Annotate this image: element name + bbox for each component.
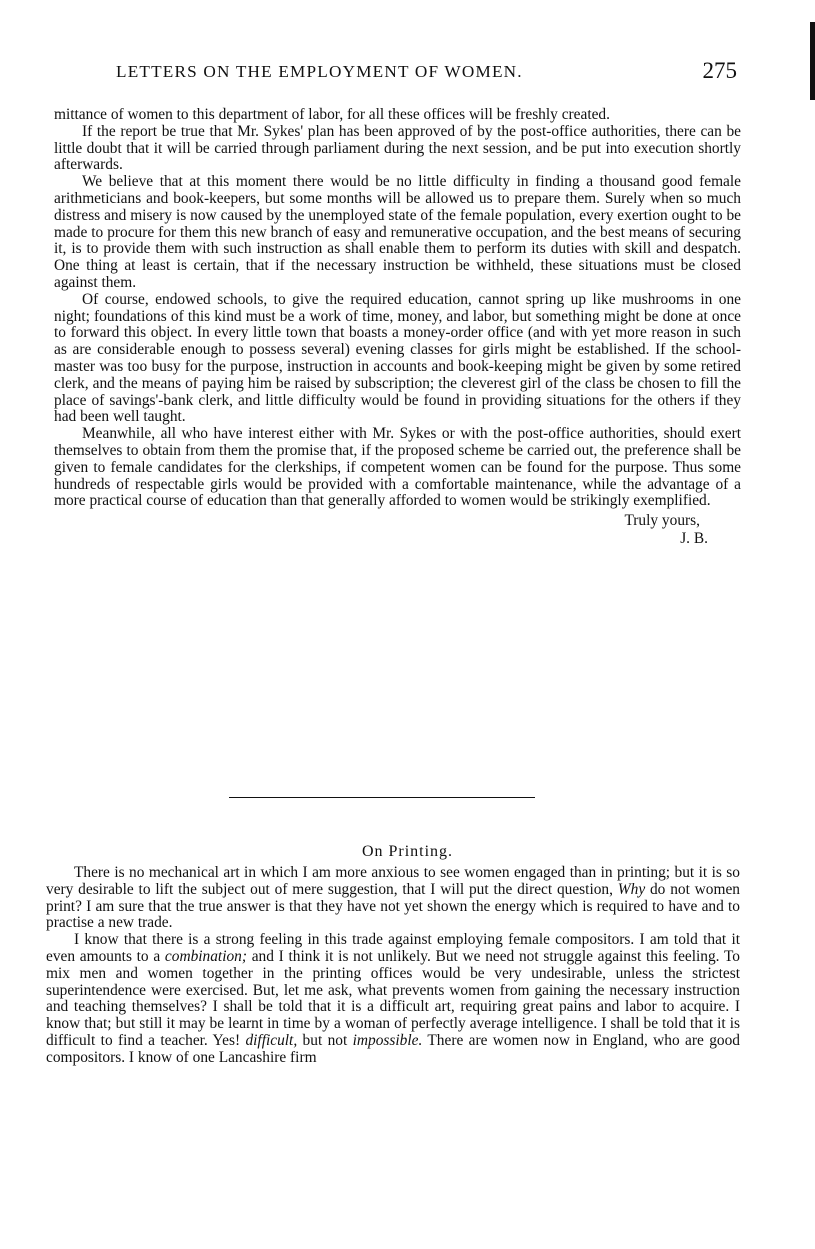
- paragraph: [46, 932, 740, 1066]
- text-run: but not: [297, 1031, 353, 1049]
- section-divider: [229, 797, 535, 798]
- running-title: LETTERS ON THE EMPLOYMENT OF WOMEN.: [116, 62, 523, 81]
- signature: J. B.: [680, 530, 708, 547]
- page-edge-mark: [810, 22, 815, 100]
- paragraph: Of course, endowed schools, to give the required education, cannot spring up like mushrooms in one night; foundations of this kind must be a work of time, money, and labor, but something might be done at once to forward this object. In every little town that boasts a money-order office (and with yet more reason in such as are considerable enough to possess several) evening classes for girls might be established. If the school-master was too busy for the purpose, instruction in accounts and book-keeping might be given by some retired clerk, and the means of paying him be raised by subscription; the cleverest girl of the class be chosen to fill the place of savings'-bank clerk, and little difficulty would be found in providing situations for the others if they had been well taught.: [54, 290, 741, 426]
- printing-body: [46, 865, 740, 1067]
- section-title: On Printing.: [361, 843, 454, 860]
- emphasis: Why: [617, 880, 646, 898]
- page-number: 275: [702, 58, 737, 83]
- letter-body: [54, 107, 741, 510]
- emphasis: impossible.: [352, 1031, 423, 1049]
- paragraph: We believe that at this moment there would be no little difficulty in finding a thousand good female arithmeticians and book-keepers, but some months will be allowed us to prepare them. Surely when so much distress and misery is now caused by the unemployed state of the female population, every exertion ought to be made to procure for them this new branch of easy and remunerative occupation, and the best means of securing it, is to provide them with such instruction as shall enable them to perform its duties with skill and despatch. One thing at least is certain, that if the necessary instruction be withheld, these situations must be closed against them.: [54, 173, 741, 291]
- text-run: and I think it is not unlikely. But we need not struggle against this feeling. To mix men and women together in the printing offices would be very undesirable, unless the strictest superintendence were exercised. But, let me ask, what prevents women from gaining the necessary instruction and teaching themselves? I shall be told that it is a difficult art, requiring great pains and labor to acquire. I know that; but still it may be learnt in time by a woman of perfectly average intelligence. I shall be told that it is difficult to find a teacher. Yes!: [46, 947, 740, 1049]
- text-run: There are women now in England, who are good compositors. I know of one Lancashire firm: [46, 1031, 740, 1066]
- closing-salutation: Truly yours,: [624, 512, 700, 529]
- text-run: I know that there is a strong feeling in this trade against employing female compositors. I am told that it even amounts to a: [46, 931, 740, 965]
- paragraph: If the report be true that Mr. Sykes' plan has been approved of by the post-office authorities, there can be little doubt that it will be carried through parliament during the next session, and be put into execution shortly afterwards.: [54, 122, 741, 174]
- paragraph: mittance of women to this department of labor, for all these offices will be freshly created.: [54, 106, 610, 123]
- page-header: [60, 58, 737, 88]
- emphasis: combination;: [164, 947, 247, 965]
- text-run: There is no mechanical art in which I am more anxious to see women engaged than in printing; but it is so very desirable to lift the subject out of mere suggestion, that I will put the direct question,: [46, 864, 740, 898]
- emphasis: difficult,: [245, 1031, 298, 1049]
- text-run: do not women print? I am sure that the true answer is that they have not yet shown the energy which is required to have and to practise a new trade.: [46, 880, 740, 932]
- paragraph: Meanwhile, all who have interest either with Mr. Sykes or with the post-office authorities, should exert themselves to obtain from them the promise that, if the proposed scheme be carried out, the preference shall be given to female candidates for the clerkships, if competent women can be found for the purpose. Thus some hundreds of respectable girls would be provided with a comfortable maintenance, while the advantage of a more practical course of education than that generally afforded to women would be strikingly exemplified.: [54, 425, 741, 510]
- paragraph: [46, 865, 740, 932]
